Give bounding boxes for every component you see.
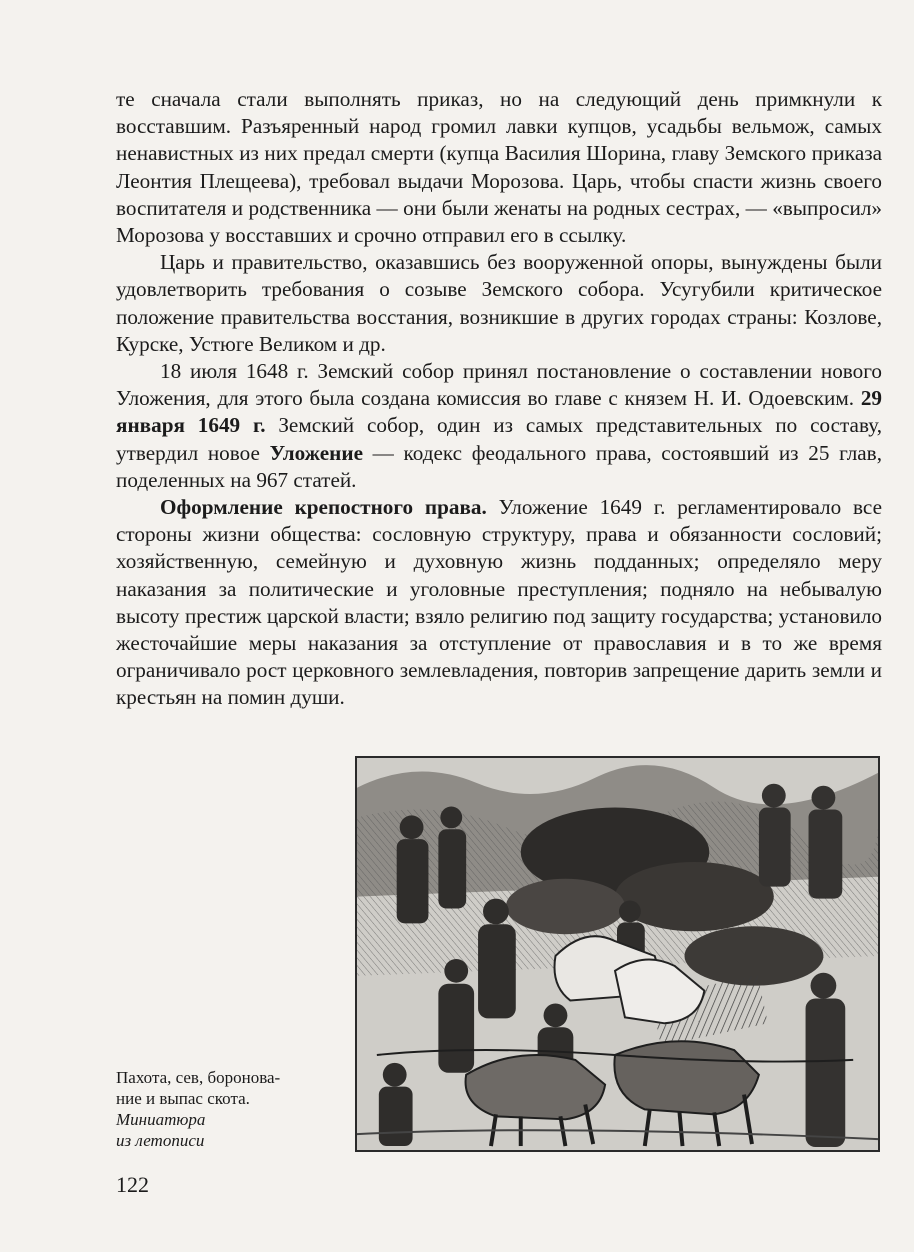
bold-text: Уложение [269, 440, 363, 465]
bold-text: 29 января 1649 г. [116, 386, 882, 438]
bold-text: Оформление крепостного права. [160, 495, 487, 520]
miniature-drawing [357, 758, 878, 1150]
chronicle-miniature-illustration [355, 756, 880, 1152]
text-run: те сначала стали выполнять приказ, но на следующий день примкнули к восставшим. Разъяренный народ громил лавки купцов, усадьбы вельмож, самых ненавистных из них предал смерти (купца Василия Шорина, главу Земского приказа Леонтия Плещеева), требовал выдачи Морозова. Царь, чтобы спасти жизнь своего воспитателя и родственника — они были женаты на родных сестрах, — «выпросил» Морозова у восставших и срочно отправил его в ссылку. [116, 87, 882, 248]
text-run: Царь и правительство, оказавшись без вооруженной опоры, вынуждены были удовлетворить требования о созыве Земского собора. Усугубили критическое положение правительства восстания, возникшие в других городах страны: Козлове, Курске, Устюге Великом и др. [116, 250, 882, 356]
caption-line: ние и выпас скота. [116, 1089, 250, 1108]
caption-line-italic: из летописи [116, 1131, 205, 1150]
text-run: Земский собор, один из самых представительных по составу, утвердил новое [116, 413, 882, 465]
page-number: 122 [116, 1172, 149, 1197]
paragraph [116, 494, 882, 712]
caption-line: Пахота, сев, боронова- [116, 1068, 281, 1087]
paragraph [116, 86, 882, 249]
text-run: Уложение 1649 г. регламентировало все стороны жизни общества: сословную структуру, права и обязанности сословий; хозяйственную, семейную и духовную жизнь подданных; определяло меру наказания за политические и уголовные преступления; подняло на небывалую высоту престиж царской власти; взяло религию под защиту государства; установило жесточайшие меры наказания за отступление от православия и в то же время ограничивало рост церковного землевладения, повторив запрещение дарить земли и крестьян на помин души. [116, 495, 882, 710]
paragraph [116, 249, 882, 358]
text-run: — кодекс феодального права, состоявший из 25 глав, поделенных на 967 статей. [116, 440, 882, 492]
text-run: 18 июля 1648 г. Земский собор принял постановление о составлении нового Уложения, для этого была создана комиссия во главе с князем Н. И. Одоевским. [116, 359, 882, 411]
caption-line-italic: Миниатюра [116, 1110, 206, 1129]
main-text [116, 86, 882, 712]
figure-caption [116, 1067, 346, 1151]
paragraph [116, 358, 882, 494]
